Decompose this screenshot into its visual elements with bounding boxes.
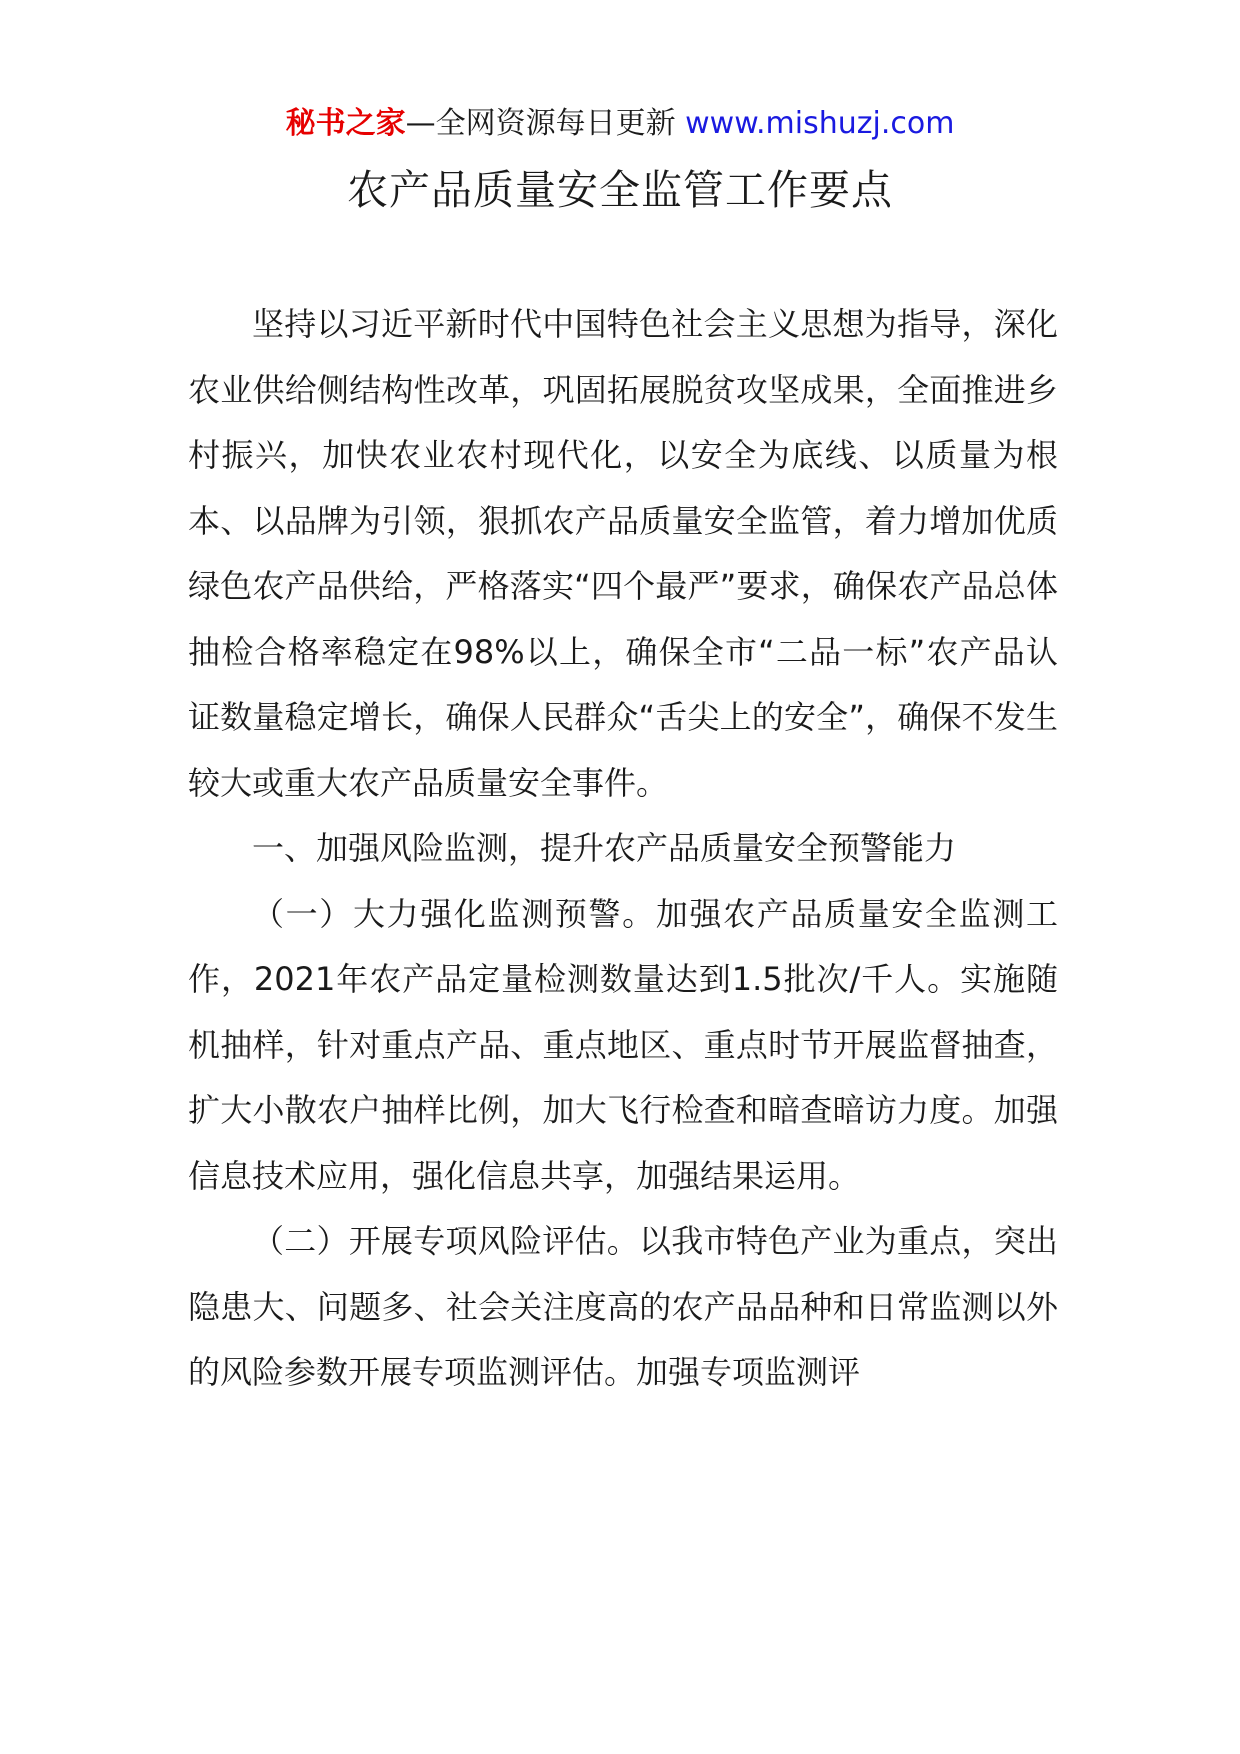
subsection-paragraph-1: （一）大力强化监测预警。加强农产品质量安全监测工作，2021年农产品定量检测数量达到1.5批次/千人。实施随机抽样，针对重点产品、重点地区、重点时节开展监督抽查，扩大小散农户抽样比例，加大飞行检查和暗查暗访力度。加强信息技术应用，强化信息共享，加强结果运用。 [188, 894, 1058, 1195]
section-heading: 一、加强风险监测，提升农产品质量安全预警能力 [252, 829, 957, 867]
site-header [0, 102, 1240, 146]
document-title: 农产品质量安全监管工作要点 [347, 166, 893, 214]
subsection-paragraph-2: （二）开展专项风险评估。以我市特色产业为重点，突出隐患大、问题多、社会关注度高的农产品品种和日常监测以外的风险参数开展专项监测评估。加强专项监测评 [188, 1222, 1058, 1391]
document-body [188, 292, 1058, 1406]
intro-paragraph: 坚持以习近平新时代中国特色社会主义思想为指导，深化农业供给侧结构性改革，巩固拓展脱贫攻坚成果，全面推进乡村振兴，加快农业农村现代化，以安全为底线、以质量为根本、以品牌为引领，狠抓农产品质量安全监管，着力增加优质绿色农产品供给，严格落实“四个最严”要求，确保农产品总体抽检合格率稳定在98%以上，确保全市“二品一标”农产品认证数量稳定增长，确保人民群众“舌尖上的安全”，确保不发生较大或重大农产品质量安全事件。 [188, 305, 1058, 802]
site-url-link[interactable]: www.mishuzj.com [685, 106, 955, 141]
site-brand: 秘书之家 [285, 106, 406, 141]
site-tagline: —全网资源每日更新 [405, 106, 686, 141]
